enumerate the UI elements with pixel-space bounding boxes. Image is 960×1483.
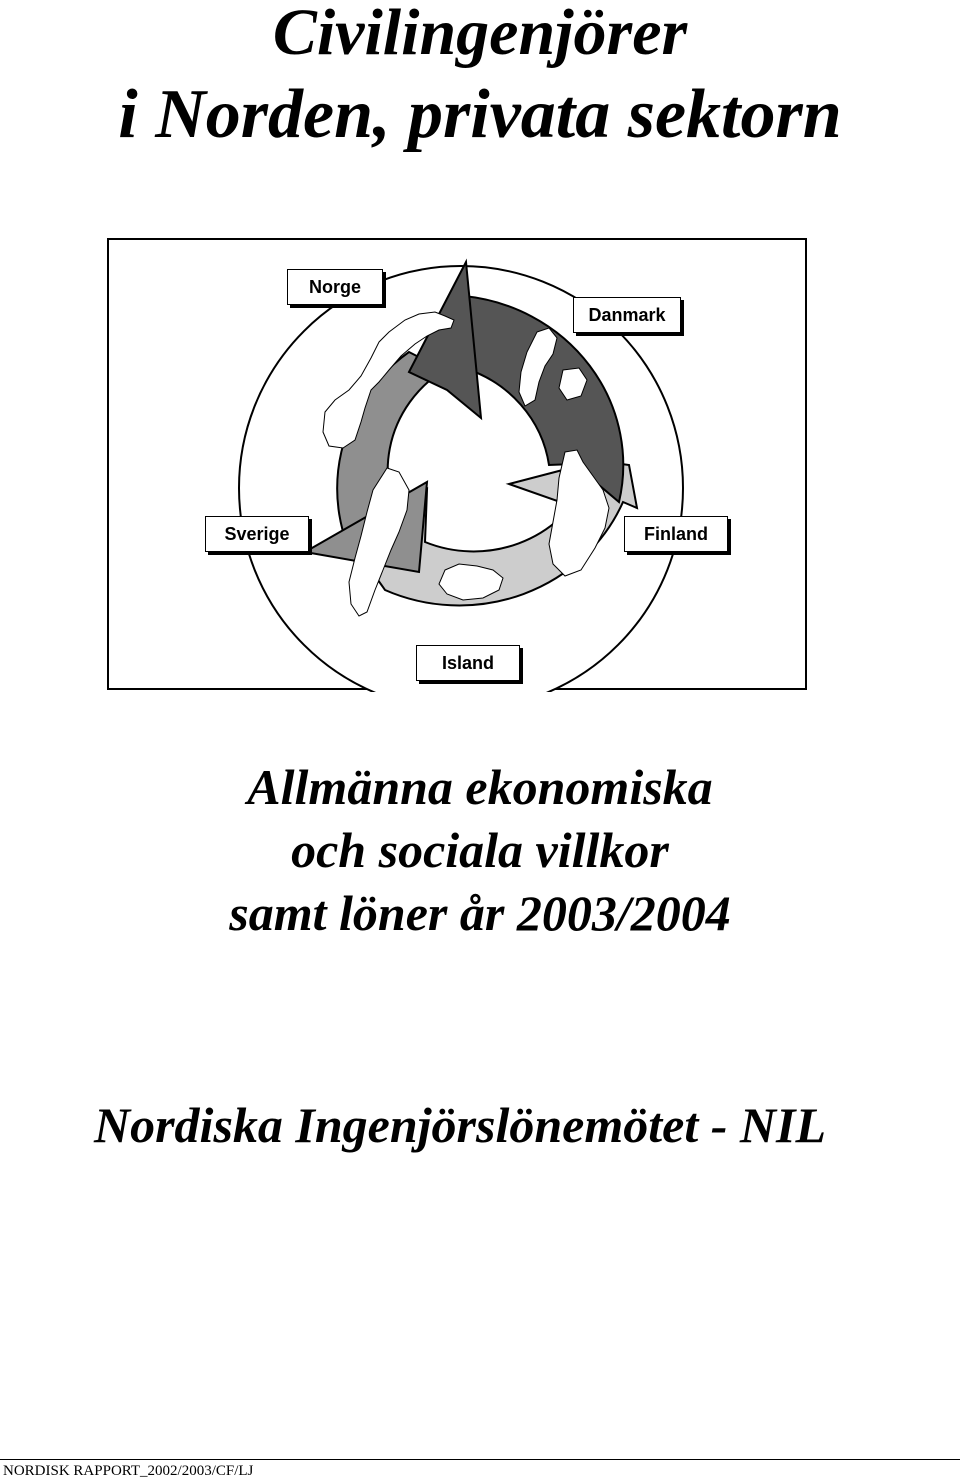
- subtitle-line-3: samt löner år 2003/2004: [229, 885, 731, 941]
- nordic-cycle-diagram: [109, 240, 809, 692]
- country-label-island: Island: [416, 645, 520, 681]
- footer-divider: [0, 1459, 960, 1460]
- footer-report-id: NORDISK RAPPORT_2002/2003/CF/LJ: [3, 1463, 254, 1479]
- country-label-sverige: Sverige: [205, 516, 309, 552]
- organization-name: Nordiska Ingenjörslönemötet - NIL: [93, 1097, 826, 1153]
- country-label-finland: Finland: [624, 516, 728, 552]
- nordic-cycle-figure: [107, 238, 807, 690]
- title-line-2: i Norden, privata sektorn: [118, 76, 842, 153]
- country-label-danmark: Danmark: [573, 297, 681, 333]
- subtitle-line-1: Allmänna ekonomiska: [247, 759, 713, 815]
- title-line-1: Civilingenjörer: [272, 0, 688, 69]
- subtitle-line-2: och sociala villkor: [291, 822, 669, 878]
- country-label-norge: Norge: [287, 269, 383, 305]
